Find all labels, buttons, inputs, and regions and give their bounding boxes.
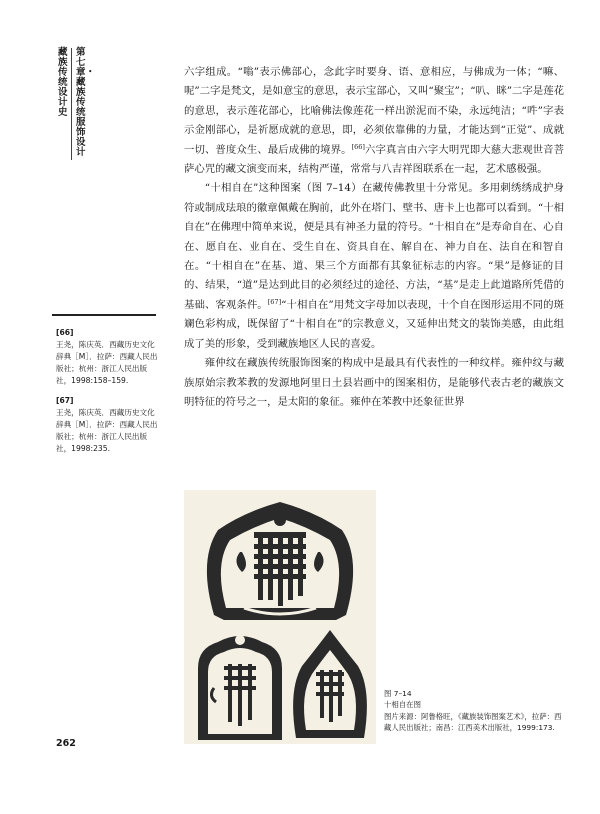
- footnote-text: 王尧，陈庆英．西藏历史文化辞典［M］．拉萨：西藏人民出版社；杭州：浙江人民出版社，1998:235.: [56, 408, 158, 453]
- footnote-66: [56, 327, 158, 387]
- paragraph-text: “十相自在”这种图案（图 7–14）在藏传佛教里十分常见。多用刺绣绣成护身符或制成珐琅的徽章佩戴在胸前，此外在塔门、壁书、唐卡上也都可以看到。“十相自在”在佛理中简单来说，便是具有神圣力量的符号。“十相自在”是寿命自在、心自在、愿自在、业自在、受生自在、资具自在、解自在、神力自在、法自在和智自在。“十相自在”在基、道、果三个方面都有其象征标志的内容。“果”是修证的目的、结果，“道”是达到此目的必须经过的途径、方法，“基”是走上此道路所凭借的基础、客观条件。: [184, 182, 564, 311]
- ten-aspects-emblems: [184, 490, 376, 744]
- footnote-number: [66]: [56, 328, 74, 337]
- footnote-ref-67[interactable]: [67]: [267, 297, 282, 306]
- figure-number: 图 7–14: [384, 689, 412, 698]
- footnote-67: [56, 395, 158, 455]
- page-number: 262: [56, 738, 76, 749]
- chapter-title: 第七章・藏族传统服饰设计: [76, 47, 96, 158]
- emblem-left: [198, 635, 282, 740]
- body-text: [184, 63, 564, 412]
- paragraph: [184, 179, 564, 354]
- paragraph-text: “十相自在”用梵文字母加以表现，十个自在图形运用不同的斑斓色彩构成，既保留了“十相自在”的宗教意义，又延伸出梵文的装饰美感，由此组成了美的形象，受到藏族地区人民的喜爱。: [184, 298, 565, 350]
- figure-title: 十相自在图: [384, 700, 421, 710]
- paragraph-text: 六字真言由六字大明咒即大慈大悲观世音菩萨心咒的藏文演变而来，结构严谨，常常与八吉祥图联系在一起，艺术感极强。: [184, 143, 565, 176]
- book-title: 藏族传统设计史: [58, 47, 68, 118]
- figure-source: 图片来源：阿鲁格旺，《藏族装饰图案艺术》，拉萨：西藏人民出版社；南昌：江西美术出版社，1999:173.: [384, 711, 562, 733]
- emblem-large: [207, 502, 353, 620]
- footnote-rule: [52, 314, 156, 316]
- footnote-text: 王尧，陈庆英．西藏历史文化辞典［M］．拉萨：西藏人民出版社；杭州：浙江人民出版社，1998:158–159.: [56, 340, 158, 385]
- footnote-number: [67]: [56, 396, 74, 405]
- paragraph: [184, 354, 564, 412]
- sidebar-separator: [71, 48, 72, 160]
- emblem-right: [293, 630, 367, 738]
- paragraph-text: 六字组成。“嗡”表示佛部心，念此字时要身、语、意相应，与佛成为一体；“嘛、呢”二字是梵文，是如意宝的意思，表示宝部心，又叫“聚宝”；“叭、眯”二字是莲花的意思，表示莲花部心，比喻佛法像莲花一样出淤泥而不染，永远纯洁；“吽”字表示金刚部心，是祈愿成就的意思，即，必须依靠佛的力量，才能达到“正觉”、成就一切、普度众生、最后成佛的境界。: [184, 66, 564, 156]
- paragraph: [184, 63, 564, 179]
- footnote-ref-66[interactable]: [66]: [351, 142, 365, 151]
- figure-caption: [384, 688, 564, 734]
- paragraph-text: 雍仲纹在藏族传统服饰图案的构成中是最具有代表性的一种纹样。雍仲纹与藏族原始宗教苯教的发源地阿里日土县岩画中的图案相仿，是能够代表古老的藏族文明特征的符号之一，是太阳的象征。雍仲在苯教中还象征世界: [184, 357, 564, 408]
- figure-ten-aspects-image: [184, 490, 376, 744]
